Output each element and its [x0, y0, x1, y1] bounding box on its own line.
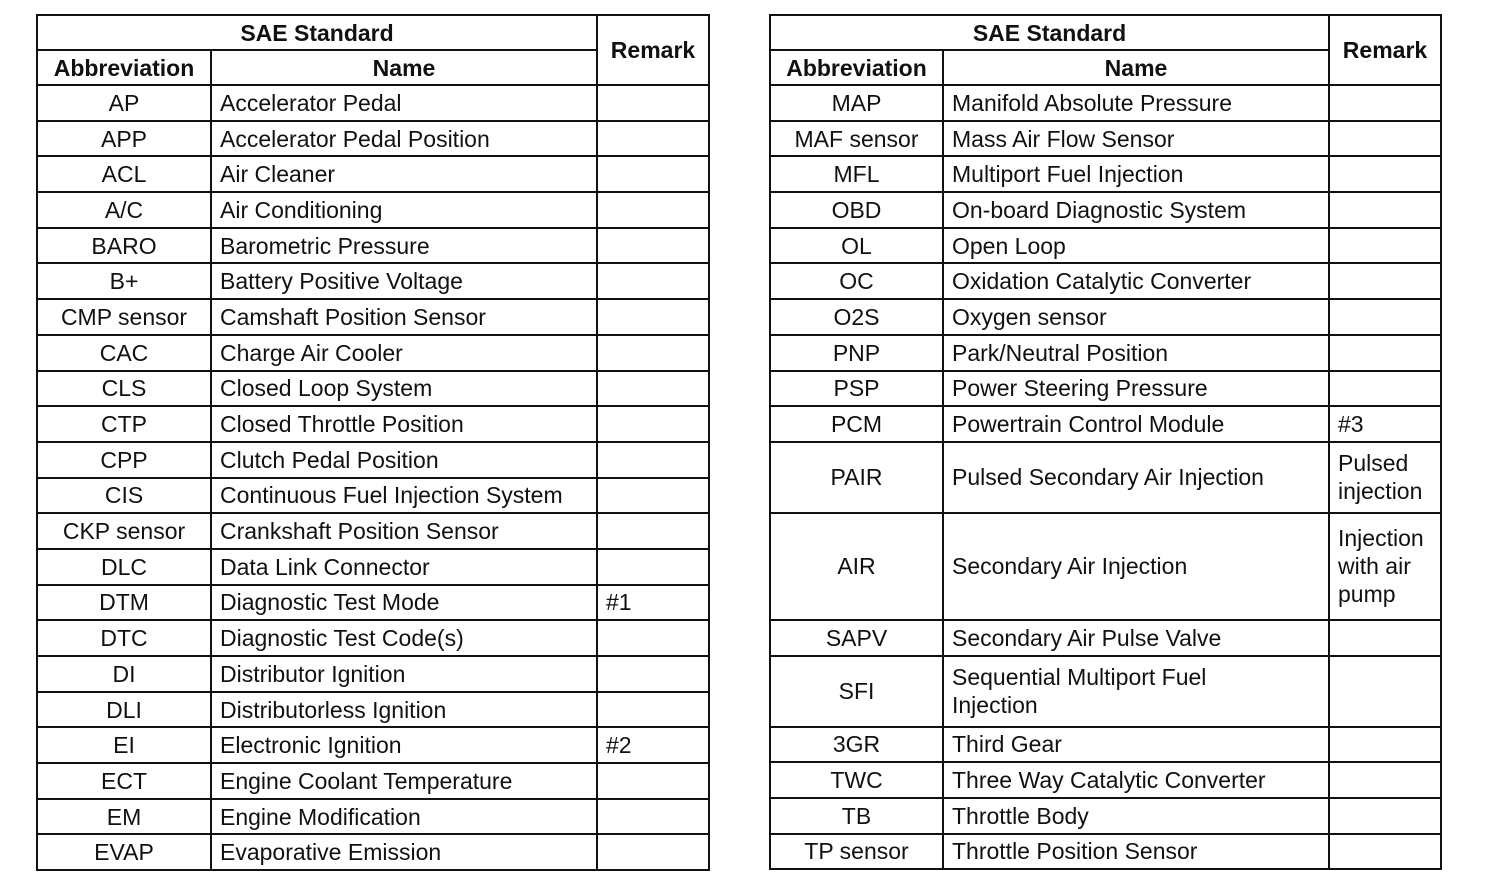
- table-row: [37, 656, 709, 692]
- name-cell: [211, 263, 597, 299]
- table-row: [37, 620, 709, 656]
- name-cell: [943, 121, 1329, 157]
- remark-cell: [597, 727, 709, 763]
- table-row: [37, 335, 709, 371]
- name-text: Closed Loop System: [220, 375, 433, 402]
- abbreviation-cell: A/C: [37, 192, 211, 228]
- name-cell: [211, 478, 597, 514]
- remark-cell: [597, 335, 709, 371]
- remark-cell: [1329, 335, 1441, 371]
- remark-cell: [1329, 834, 1441, 870]
- abbreviation-header: Abbreviation: [37, 50, 211, 85]
- name-cell: [211, 156, 597, 192]
- abbreviation-cell: TWC: [770, 762, 943, 798]
- name-text: Secondary Air Injection: [952, 553, 1188, 580]
- remark-cell: [1329, 798, 1441, 834]
- abbreviation-cell: OC: [770, 263, 943, 299]
- remark-cell: [1329, 513, 1441, 620]
- name-cell: [211, 585, 597, 621]
- remark-text: #3: [1338, 411, 1364, 438]
- name-text: Crankshaft Position Sensor: [220, 518, 499, 545]
- table-row: [770, 371, 1441, 407]
- table-row: [770, 156, 1441, 192]
- remark-text: #1: [606, 589, 632, 616]
- table-row: [37, 228, 709, 264]
- abbreviation-cell: TP sensor: [770, 834, 943, 870]
- name-cell: [211, 799, 597, 835]
- name-cell: [943, 192, 1329, 228]
- name-text: Continuous Fuel Injection System: [220, 482, 563, 509]
- remark-cell: [1329, 762, 1441, 798]
- remark-cell: [1329, 442, 1441, 513]
- name-text: Barometric Pressure: [220, 232, 430, 259]
- name-text: Power Steering Pressure: [952, 375, 1208, 402]
- remark-cell: [597, 763, 709, 799]
- abbreviation-cell: MFL: [770, 156, 943, 192]
- sae-standard-header: SAE Standard: [770, 15, 1329, 50]
- name-text: Diagnostic Test Mode: [220, 589, 440, 616]
- abbreviation-cell: TB: [770, 798, 943, 834]
- remark-text: Pulsed injection: [1338, 450, 1423, 505]
- remark-cell: [597, 192, 709, 228]
- abbreviation-cell: B+: [37, 263, 211, 299]
- name-cell: [211, 406, 597, 442]
- remark-cell: [1329, 228, 1441, 264]
- abbreviation-cell: CMP sensor: [37, 299, 211, 335]
- table-row: [37, 834, 709, 870]
- name-cell: [211, 228, 597, 264]
- name-cell: [943, 656, 1329, 727]
- remark-cell: [1329, 85, 1441, 121]
- name-text: Manifold Absolute Pressure: [952, 89, 1232, 116]
- name-text: Third Gear: [952, 731, 1062, 758]
- name-text: Clutch Pedal Position: [220, 446, 439, 473]
- name-text: Closed Throttle Position: [220, 411, 464, 438]
- remark-cell: [1329, 656, 1441, 727]
- table-row: [37, 478, 709, 514]
- remark-text: #2: [606, 732, 632, 759]
- table-row: [770, 85, 1441, 121]
- name-cell: [211, 763, 597, 799]
- remark-cell: [597, 620, 709, 656]
- name-cell: [211, 192, 597, 228]
- remark-cell: [597, 299, 709, 335]
- table-row: [770, 192, 1441, 228]
- abbreviation-cell: PSP: [770, 371, 943, 407]
- name-text: Engine Modification: [220, 803, 421, 830]
- name-text: Distributorless Ignition: [220, 696, 447, 723]
- table-row: [37, 549, 709, 585]
- name-cell: [211, 299, 597, 335]
- table-row: [37, 799, 709, 835]
- abbreviation-cell: ACL: [37, 156, 211, 192]
- abbreviation-cell: DI: [37, 656, 211, 692]
- name-text: Data Link Connector: [220, 553, 430, 580]
- table-row: [37, 121, 709, 157]
- remark-cell: [597, 85, 709, 121]
- name-text: Accelerator Pedal: [220, 89, 402, 116]
- abbreviation-cell: DLI: [37, 692, 211, 728]
- name-text: Air Cleaner: [220, 161, 336, 188]
- table-row: [770, 798, 1441, 834]
- table-row: [770, 263, 1441, 299]
- abbreviation-cell: OBD: [770, 192, 943, 228]
- table-row: [770, 299, 1441, 335]
- table-row: [770, 406, 1441, 442]
- table-row: [770, 762, 1441, 798]
- remark-cell: [597, 478, 709, 514]
- table-row: [770, 727, 1441, 763]
- table-row: [37, 263, 709, 299]
- abbreviation-cell: AIR: [770, 513, 943, 620]
- table-row: [770, 335, 1441, 371]
- abbreviation-cell: APP: [37, 121, 211, 157]
- name-cell: [943, 727, 1329, 763]
- name-cell: [211, 834, 597, 870]
- abbreviation-cell: DTM: [37, 585, 211, 621]
- abbreviation-cell: CAC: [37, 335, 211, 371]
- table-row: [37, 692, 709, 728]
- remark-cell: [597, 121, 709, 157]
- remark-cell: [1329, 192, 1441, 228]
- name-cell: [211, 442, 597, 478]
- abbreviation-cell: SAPV: [770, 620, 943, 656]
- abbreviation-cell: CIS: [37, 478, 211, 514]
- name-cell: [211, 727, 597, 763]
- remark-cell: [1329, 620, 1441, 656]
- table-row: [37, 442, 709, 478]
- table-row: [37, 85, 709, 121]
- name-cell: [211, 335, 597, 371]
- name-text: Oxidation Catalytic Converter: [952, 268, 1252, 295]
- name-cell: [211, 371, 597, 407]
- name-cell: [211, 620, 597, 656]
- abbreviation-cell: EI: [37, 727, 211, 763]
- abbreviation-cell: EM: [37, 799, 211, 835]
- name-text: Distributor Ignition: [220, 660, 406, 687]
- abbreviation-cell: CLS: [37, 371, 211, 407]
- table-row: [770, 834, 1441, 870]
- abbreviation-cell: CPP: [37, 442, 211, 478]
- name-text: Air Conditioning: [220, 196, 383, 223]
- remark-cell: [597, 371, 709, 407]
- name-text: Camshaft Position Sensor: [220, 303, 486, 330]
- remark-cell: [597, 692, 709, 728]
- remark-cell: [1329, 371, 1441, 407]
- remark-cell: [597, 263, 709, 299]
- abbreviation-cell: 3GR: [770, 727, 943, 763]
- table-row: [770, 121, 1441, 157]
- remark-cell: [1329, 156, 1441, 192]
- name-text: Three Way Catalytic Converter: [952, 767, 1266, 794]
- abbreviation-cell: SFI: [770, 656, 943, 727]
- abbreviation-cell: DTC: [37, 620, 211, 656]
- remark-cell: [597, 513, 709, 549]
- name-text: Diagnostic Test Code(s): [220, 625, 464, 652]
- abbreviation-cell: PNP: [770, 335, 943, 371]
- abbreviation-cell: DLC: [37, 549, 211, 585]
- name-cell: [943, 442, 1329, 513]
- remark-cell: [597, 549, 709, 585]
- abbreviation-cell: OL: [770, 228, 943, 264]
- name-cell: [211, 85, 597, 121]
- table-row: [37, 371, 709, 407]
- table-row: [37, 585, 709, 621]
- name-cell: [943, 156, 1329, 192]
- name-text: Charge Air Cooler: [220, 339, 403, 366]
- right-abbreviation-table: [769, 14, 1442, 870]
- name-text: Accelerator Pedal Position: [220, 125, 490, 152]
- remark-cell: [1329, 263, 1441, 299]
- name-text: Engine Coolant Temperature: [220, 767, 513, 794]
- remark-cell: [597, 406, 709, 442]
- remark-cell: [597, 442, 709, 478]
- remark-header: Remark: [1329, 15, 1441, 85]
- table-row: [37, 192, 709, 228]
- name-header: Name: [211, 50, 597, 85]
- name-text: Evaporative Emission: [220, 839, 442, 866]
- name-cell: [211, 692, 597, 728]
- table-row: [770, 228, 1441, 264]
- remark-cell: [1329, 121, 1441, 157]
- name-cell: [211, 549, 597, 585]
- table-row: [37, 299, 709, 335]
- name-text: On-board Diagnostic System: [952, 196, 1247, 223]
- left-abbreviation-table: [36, 14, 710, 871]
- name-text: Multiport Fuel Injection: [952, 161, 1184, 188]
- table-row: [770, 620, 1441, 656]
- table-row: [770, 442, 1441, 513]
- sae-standard-header: SAE Standard: [37, 15, 597, 50]
- name-cell: [943, 371, 1329, 407]
- abbreviation-cell: BARO: [37, 228, 211, 264]
- name-cell: [211, 656, 597, 692]
- name-text: Electronic Ignition: [220, 732, 402, 759]
- abbreviation-cell: O2S: [770, 299, 943, 335]
- table-row: [37, 763, 709, 799]
- right-table-body: [770, 85, 1441, 869]
- abbreviation-cell: EVAP: [37, 834, 211, 870]
- remark-cell: [1329, 727, 1441, 763]
- name-cell: [943, 834, 1329, 870]
- name-cell: [943, 762, 1329, 798]
- table-row: [770, 656, 1441, 727]
- name-text: Sequential Multiport Fuel Injection: [952, 664, 1207, 719]
- name-cell: [943, 406, 1329, 442]
- remark-cell: [1329, 406, 1441, 442]
- table-row: [37, 727, 709, 763]
- name-text: Open Loop: [952, 232, 1066, 259]
- table-row: [37, 406, 709, 442]
- abbreviation-cell: CKP sensor: [37, 513, 211, 549]
- remark-text: Injection with air pump: [1338, 525, 1424, 608]
- name-text: Secondary Air Pulse Valve: [952, 624, 1222, 651]
- name-cell: [943, 228, 1329, 264]
- name-text: Throttle Position Sensor: [952, 838, 1198, 865]
- name-cell: [943, 263, 1329, 299]
- abbreviation-cell: PCM: [770, 406, 943, 442]
- name-text: Oxygen sensor: [952, 303, 1107, 330]
- remark-cell: [597, 799, 709, 835]
- table-row: [37, 513, 709, 549]
- name-cell: [943, 85, 1329, 121]
- name-header: Name: [943, 50, 1329, 85]
- abbreviation-cell: MAP: [770, 85, 943, 121]
- name-cell: [943, 299, 1329, 335]
- remark-header: Remark: [597, 15, 709, 85]
- abbreviation-cell: MAF sensor: [770, 121, 943, 157]
- abbreviation-cell: ECT: [37, 763, 211, 799]
- name-text: Powertrain Control Module: [952, 411, 1225, 438]
- left-table-body: [37, 85, 709, 870]
- name-text: Mass Air Flow Sensor: [952, 125, 1175, 152]
- name-text: Battery Positive Voltage: [220, 268, 463, 295]
- abbreviation-header: Abbreviation: [770, 50, 943, 85]
- table-row: [770, 513, 1441, 620]
- abbreviation-cell: AP: [37, 85, 211, 121]
- name-cell: [943, 798, 1329, 834]
- remark-cell: [1329, 299, 1441, 335]
- table-row: [37, 156, 709, 192]
- name-cell: [943, 513, 1329, 620]
- name-cell: [211, 121, 597, 157]
- name-text: Pulsed Secondary Air Injection: [952, 464, 1264, 491]
- remark-cell: [597, 228, 709, 264]
- abbreviation-cell: PAIR: [770, 442, 943, 513]
- name-text: Throttle Body: [952, 802, 1089, 829]
- name-cell: [943, 335, 1329, 371]
- abbreviation-cell: CTP: [37, 406, 211, 442]
- name-cell: [943, 620, 1329, 656]
- name-cell: [211, 513, 597, 549]
- remark-cell: [597, 156, 709, 192]
- remark-cell: [597, 834, 709, 870]
- remark-cell: [597, 585, 709, 621]
- remark-cell: [597, 656, 709, 692]
- name-text: Park/Neutral Position: [952, 339, 1169, 366]
